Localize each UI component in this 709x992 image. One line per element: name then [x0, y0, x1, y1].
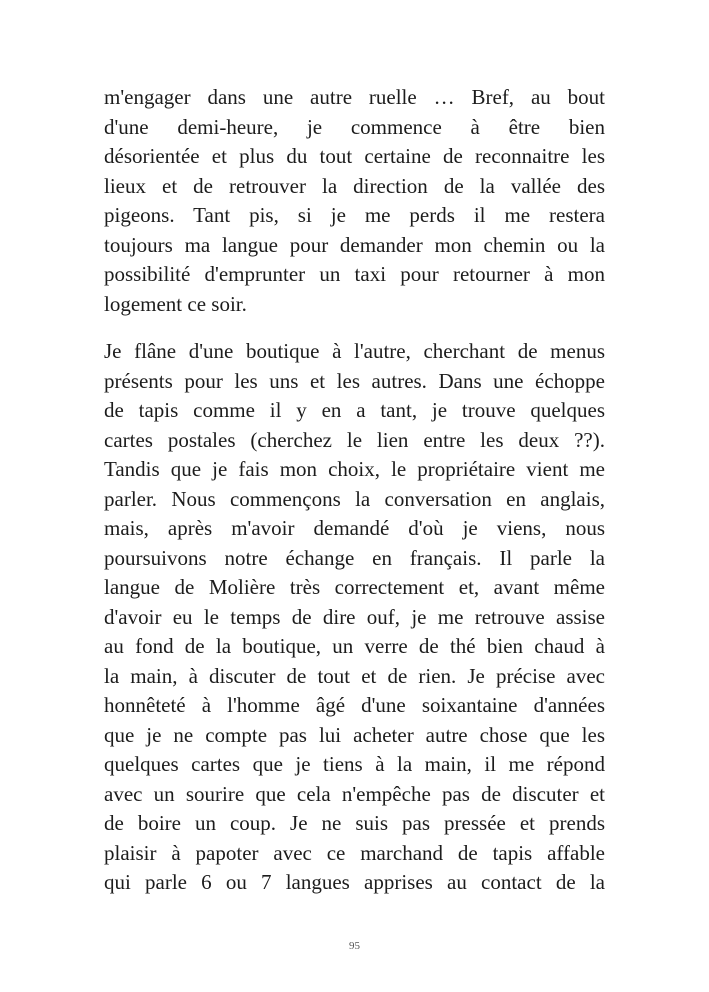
text-line: m'engager dans une autre ruelle … Bref, au bout: [104, 85, 605, 109]
text-line: logement ce soir.: [104, 291, 247, 316]
text-line: parler. Nous commençons la conversation en anglais,: [104, 486, 605, 511]
text-line: langue de Molière très correctement et, avant même: [104, 575, 605, 599]
text-line: quelques cartes que je tiens à la main, il me répond: [104, 752, 605, 776]
text-line: la main, à discuter de tout et de rien. Je précise avec: [104, 663, 605, 688]
text-line: avec un sourire que cela n'empêche pas de discuter et: [104, 781, 605, 806]
text-line: d'une demi-heure, je commence à être bien: [104, 114, 605, 139]
text-line: Tandis que je fais mon choix, le propriétaire vient me: [104, 457, 605, 481]
text-line: au fond de la boutique, un verre de thé bien chaud à: [104, 634, 605, 658]
paragraph-2: [104, 337, 605, 898]
text-line: poursuivons notre échange en français. Il parle la: [104, 545, 605, 570]
text-line: de tapis comme il y en a tant, je trouve quelques: [104, 398, 605, 422]
text-line: qui parle 6 ou 7 langues apprises au contact de la: [104, 870, 605, 894]
text-line: honnêteté à l'homme âgé d'une soixantaine d'années: [104, 693, 605, 717]
text-line: présents pour les uns et les autres. Dans une échoppe: [104, 368, 605, 393]
text-line: désorientée et plus du tout certaine de reconnaitre les: [104, 144, 605, 168]
page-number: 95: [349, 940, 360, 952]
text-line: cartes postales (cherchez le lien entre les deux ??).: [104, 427, 605, 452]
text-line: lieux et de retrouver la direction de la vallée des: [104, 173, 605, 198]
text-line: de boire un coup. Je ne suis pas pressée et prends: [104, 811, 605, 835]
text-line: Je flâne d'une boutique à l'autre, cherchant de menus: [104, 339, 605, 363]
text-line: toujours ma langue pour demander mon chemin ou la: [104, 232, 605, 257]
text-line: pigeons. Tant pis, si je me perds il me restera: [104, 203, 605, 227]
text-line: que je ne compte pas lui acheter autre chose que les: [104, 722, 605, 747]
text-line: possibilité d'emprunter un taxi pour retourner à mon: [104, 262, 605, 286]
text-line: d'avoir eu le temps de dire ouf, je me retrouve assise: [104, 604, 605, 629]
paragraph-1: [104, 83, 605, 319]
text-line: mais, après m'avoir demandé d'où je viens, nous: [104, 516, 605, 540]
text-line: plaisir à papoter avec ce marchand de tapis affable: [104, 840, 605, 865]
